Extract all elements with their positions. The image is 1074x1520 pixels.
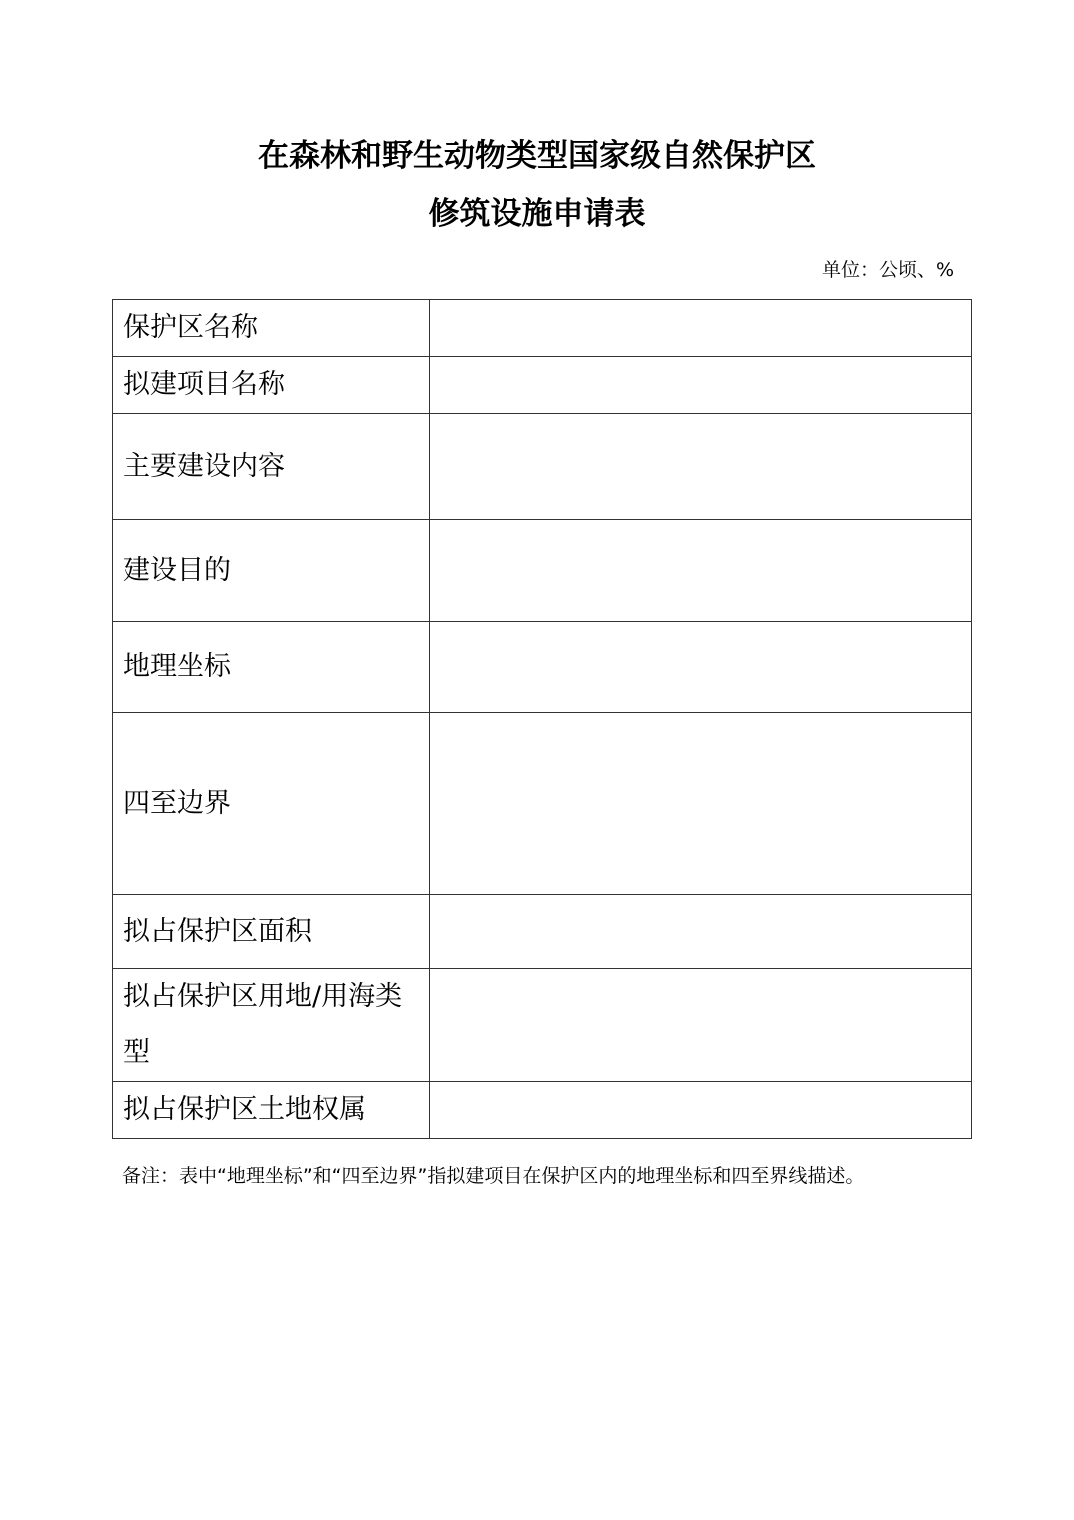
row-label-reserve-name: 保护区名称	[113, 300, 430, 357]
row-label-boundaries: 四至边界	[113, 713, 430, 895]
row-value-project-name	[430, 357, 972, 414]
document-title-line-2: 修筑设施申请表	[428, 196, 646, 232]
table-row	[113, 895, 972, 969]
row-label-area: 拟占保护区面积	[113, 895, 430, 969]
row-label-land-use-type: 拟占保护区用地/用海类型	[113, 969, 430, 1082]
table-row	[113, 622, 972, 713]
row-label-coordinates: 地理坐标	[113, 622, 430, 713]
row-value-area	[430, 895, 972, 969]
table-row	[113, 357, 972, 414]
unit-label: 单位：公顷、%	[821, 259, 954, 281]
row-label-land-ownership: 拟占保护区土地权属	[113, 1082, 430, 1139]
row-value-land-use-type	[430, 969, 972, 1082]
row-label-main-content: 主要建设内容	[113, 414, 430, 520]
footnote: 备注：表中“地理坐标”和“四至边界”指拟建项目在保护区内的地理坐标和四至界线描述。	[122, 1165, 865, 1187]
row-label-project-name: 拟建项目名称	[113, 357, 430, 414]
row-label-purpose: 建设目的	[113, 520, 430, 622]
row-value-reserve-name	[430, 300, 972, 357]
row-value-purpose	[430, 520, 972, 622]
row-value-coordinates	[430, 622, 972, 713]
row-value-boundaries	[430, 713, 972, 895]
application-form-table	[112, 299, 972, 1139]
document-title-line-1: 在森林和野生动物类型国家级自然保护区	[258, 138, 816, 174]
row-value-land-ownership	[430, 1082, 972, 1139]
table-row	[113, 713, 972, 895]
row-value-main-content	[430, 414, 972, 520]
table-row	[113, 1082, 972, 1139]
table-row	[113, 520, 972, 622]
table-row	[113, 414, 972, 520]
table-row	[113, 300, 972, 357]
table-row	[113, 969, 972, 1082]
